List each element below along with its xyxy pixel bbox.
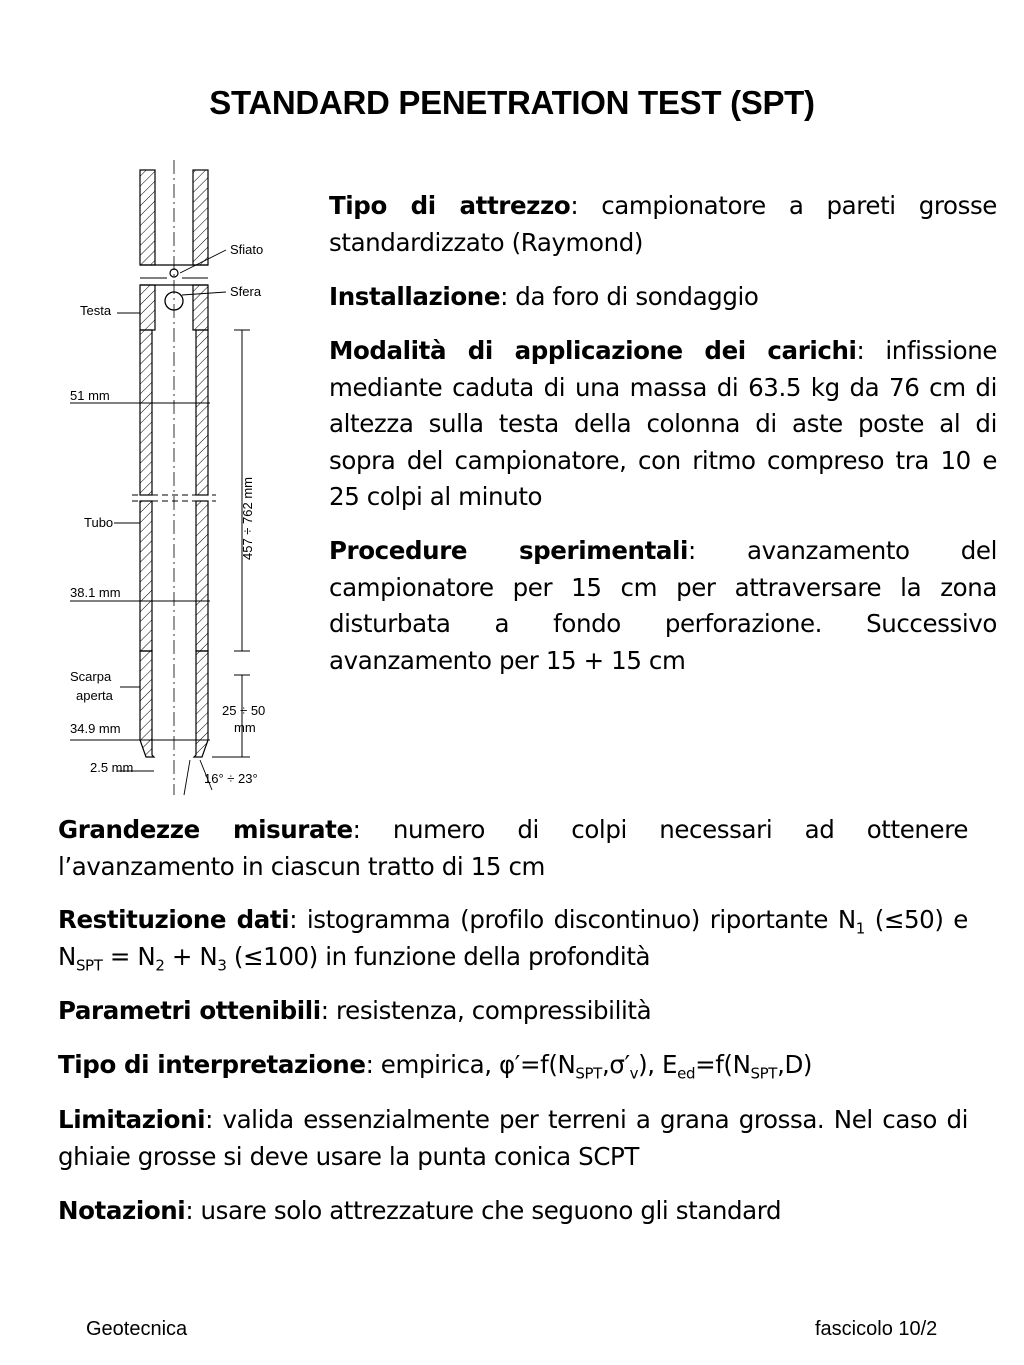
section-label: Procedure sperimentali [329,536,689,565]
section-parametri [58,993,968,1030]
section-label: Limitazioni [58,1105,206,1134]
section-interpretazione [58,1047,968,1084]
section-label: Tipo di attrezzo [329,191,571,220]
label-38mm: 38.1 mm [70,585,121,600]
footer-page: fascicolo 10/2 [815,1318,938,1340]
label-angle: 16° ÷ 23° [204,771,258,786]
text-part: (≤100) in funzione della profondità [226,941,651,971]
section-installazione [329,279,997,316]
section-procedure [329,533,997,679]
section-text: : numero di colpi necessari ad ottenere l’avanzamento in ciascun tratto di 15 cm [58,815,968,881]
footer-course: Geotecnica [86,1318,188,1340]
section-text: : da foro di sondaggio [500,282,759,311]
label-tubo: Tubo [84,515,114,530]
section-text: : valida essenzialmente per terreni a grana grossa. Nel caso di ghiaie grosse si deve usare la punta conica SCPT [58,1105,968,1171]
text-part: ,D) [777,1050,813,1079]
label-scarpa: Scarpa [70,669,112,684]
section-label: Parametri ottenibili [58,996,321,1025]
section-modalita [329,333,997,516]
section-label: Modalità di applicazione dei carichi [329,336,857,365]
label-testa: Testa [80,303,112,318]
label-sfiato: Sfiato [230,242,264,257]
section-tipo-attrezzo [329,188,997,261]
label-shoe-length-unit: mm [234,720,256,735]
section-label: Grandezze misurate [58,815,353,844]
section-restituzione [58,902,968,975]
section-label: Restituzione dati [58,905,290,934]
section-text: : campionatore a pareti grosse standardizzato (Raymond) [329,191,997,257]
section-limitazioni [58,1102,968,1175]
label-2-5mm: 2.5 mm [90,760,134,775]
subscript: v [629,1064,639,1083]
subscript: SPT [75,955,103,974]
text-part: : empirica, φ′=f(N [365,1050,576,1079]
page-title: STANDARD PENETRATION TEST (SPT) [209,84,815,121]
subscript: 2 [155,955,165,974]
label-51mm: 51 mm [70,388,110,403]
label-34mm: 34.9 mm [70,721,121,736]
label-sfera: Sfera [230,284,262,299]
text-part: ), E [638,1050,678,1079]
subscript: SPT [575,1064,602,1083]
text-part: + N [164,941,218,971]
section-text: : usare solo attrezzature che seguono gli standard [185,1196,782,1225]
section-text: : infissione mediante caduta di una massa di 63.5 kg da 76 cm di altezza sulla testa della colonna di aste poste al di sopra del campionatore, con ritmo compreso tra 10 e 25 colpi al minuto [329,336,998,511]
section-text: : avanzamento del campionatore per 15 cm per attraversare la zona disturbata a fondo perforazione. Successivo avanzamento per 15 + 15 cm [329,536,998,675]
section-text: : resistenza, compressibilità [320,996,652,1025]
section-label: Notazioni [58,1196,186,1225]
text-part: ,σ′ [601,1050,630,1079]
label-shoe-length: 25 ÷ 50 [222,703,266,718]
subscript: SPT [750,1064,778,1083]
subscript: 3 [217,955,227,974]
label-aperta: aperta [76,688,113,703]
section-label: Installazione [329,282,501,311]
subscript: ed [677,1064,696,1083]
label-length: 457 ÷ 762 mm [240,476,255,560]
text-part: (≤50) e N [58,905,968,971]
text-part: : istogramma (profilo discontinuo) riportante N [289,905,856,934]
section-grandezze [58,812,968,885]
text-part: =f(N [695,1050,751,1079]
section-label: Tipo di interpretazione [58,1050,366,1079]
text-part: = N [102,941,156,971]
section-notazioni [58,1193,968,1230]
subscript: 1 [855,919,865,938]
spt-sampler-diagram [62,155,284,800]
